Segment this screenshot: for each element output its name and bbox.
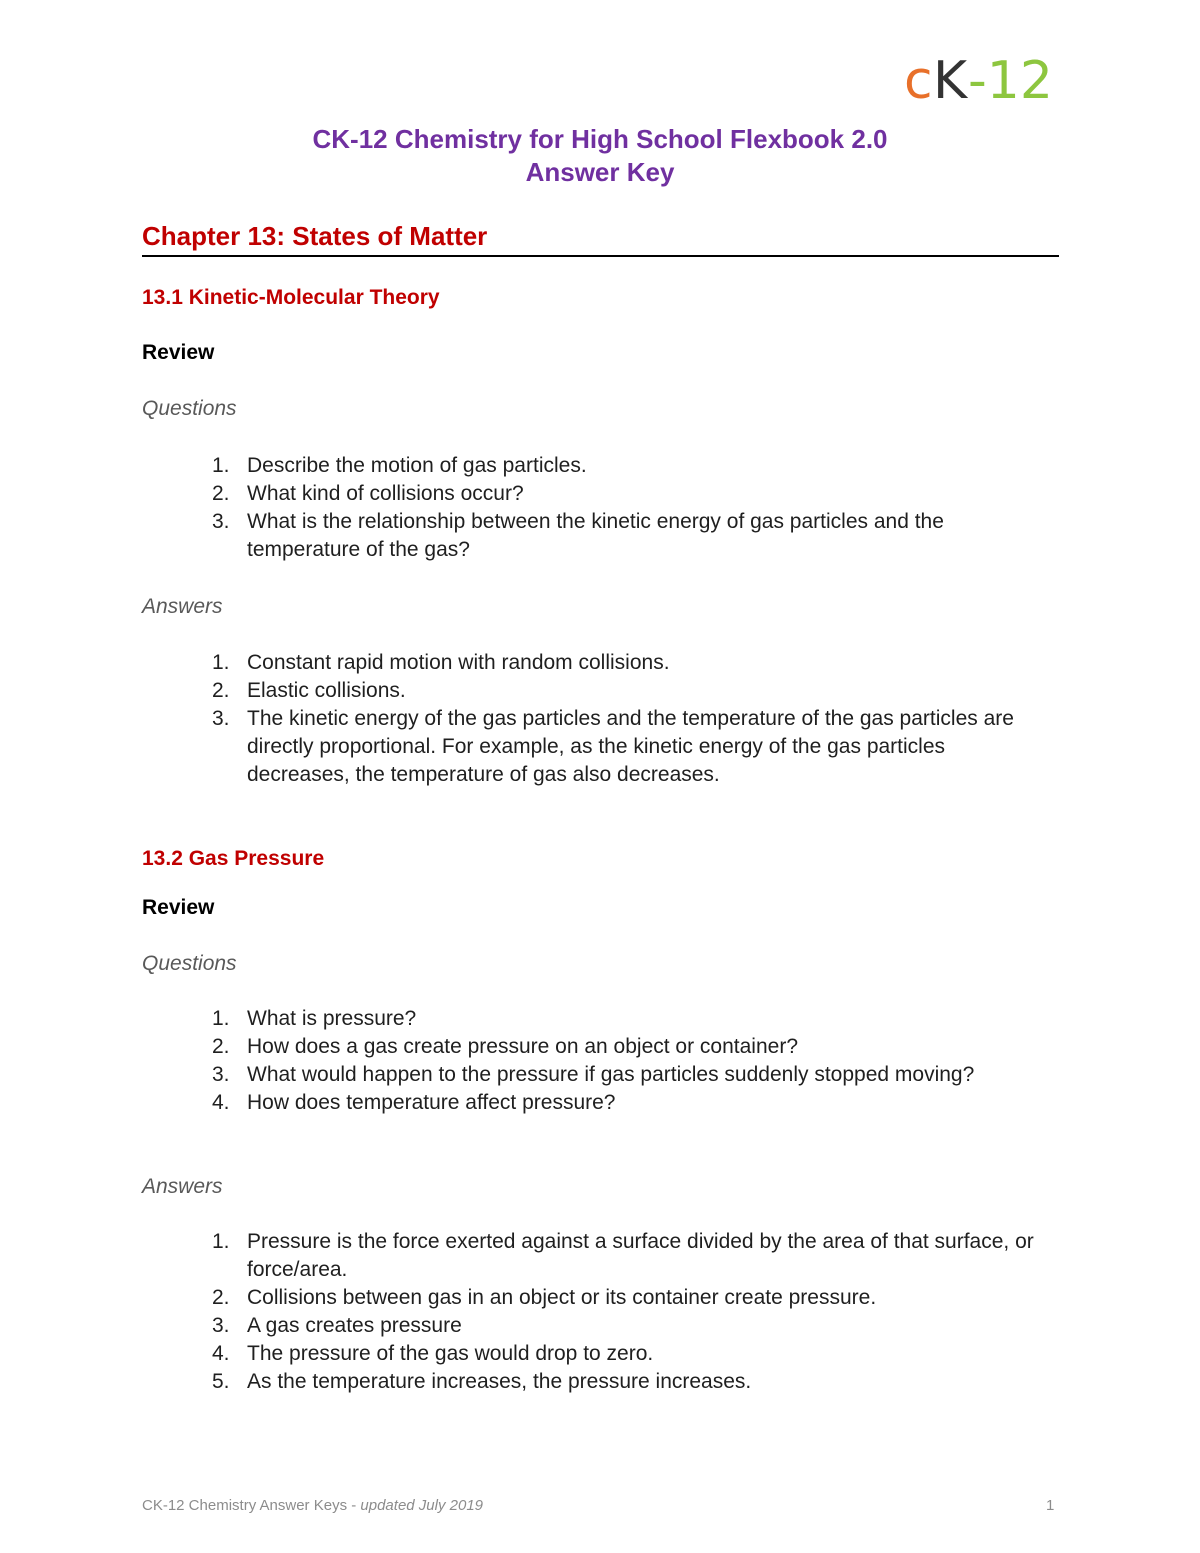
list-item: 1. What is pressure? — [212, 1007, 417, 1030]
chapter-heading: Chapter 13: States of Matter — [142, 220, 1059, 257]
list-item: 5. As the temperature increases, the pressure increases. — [212, 1370, 752, 1393]
answers-list — [142, 1228, 1042, 1396]
list-item: 2. How does a gas create pressure on an object or container? — [212, 1035, 798, 1058]
list-item: 3. What is the relationship between the kinetic energy of gas particles and the temperature of the gas? — [212, 510, 944, 561]
list-item: 1. Pressure is the force exerted against a surface divided by the area of that surface, or force/area. — [212, 1230, 1034, 1281]
list-item: 3. What would happen to the pressure if gas particles suddenly stopped moving? — [212, 1063, 975, 1086]
questions-label: Questions — [142, 397, 237, 420]
questions-list — [142, 1005, 1042, 1117]
questions-label: Questions — [142, 952, 237, 975]
answers-list — [142, 649, 1042, 789]
page-number: 1 — [1046, 1497, 1055, 1514]
section-heading: 13.2 Gas Pressure — [142, 847, 325, 870]
review-label: Review — [142, 896, 215, 919]
list-item: 2. Elastic collisions. — [212, 679, 406, 702]
answers-label: Answers — [142, 1175, 223, 1198]
list-item: 1. Constant rapid motion with random collisions. — [212, 651, 670, 674]
logo-12: -12 — [968, 51, 1053, 111]
list-item: 4. How does temperature affect pressure? — [212, 1091, 616, 1114]
doc-title: CK-12 Chemistry for High School Flexbook 2.0 — [312, 124, 888, 154]
footer-date: updated July 2019 — [360, 1497, 484, 1514]
list-item: 3. A gas creates pressure — [212, 1314, 462, 1337]
logo-k: K — [933, 51, 968, 111]
logo-c: c — [904, 51, 933, 111]
list-item: 2. Collisions between gas in an object or its container create pressure. — [212, 1286, 877, 1309]
list-item: 3. The kinetic energy of the gas particles and the temperature of the gas particles are directly proportional. For example, as the kinetic energy of the gas particles decreases, the temperature of gas also decreases. — [212, 707, 1014, 786]
answers-label: Answers — [142, 595, 223, 618]
review-label: Review — [142, 341, 215, 364]
section-heading: 13.1 Kinetic-Molecular Theory — [142, 286, 440, 309]
list-item: 1. Describe the motion of gas particles. — [212, 454, 587, 477]
questions-list — [142, 452, 1042, 564]
ck12-logo — [904, 51, 1053, 111]
list-item: 4. The pressure of the gas would drop to zero. — [212, 1342, 654, 1365]
doc-subtitle: Answer Key — [525, 157, 675, 187]
footer-text: CK-12 Chemistry Answer Keys - updated July 2019 — [142, 1497, 484, 1514]
list-item: 2. What kind of collisions occur? — [212, 482, 524, 505]
